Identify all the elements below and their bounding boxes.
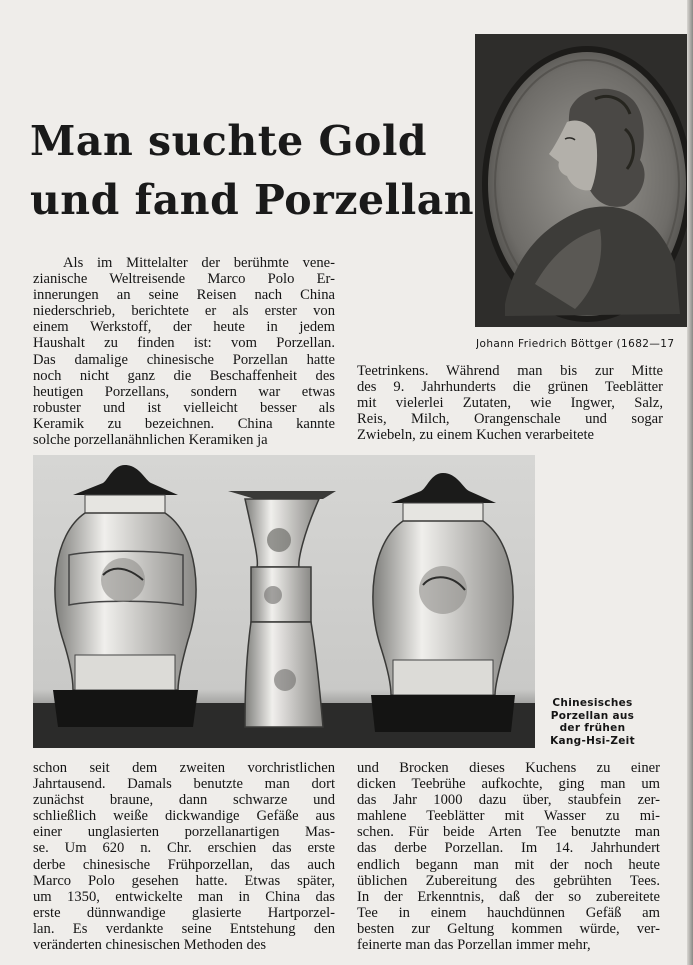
text-line: niederschrieb, berichtete er als erster von [33, 303, 335, 320]
text-line: mahlene Teeblätter mit Wasser zu mi- [357, 808, 660, 825]
text-line: heutigen Porzellans, sondern war etwas [33, 383, 335, 400]
text-line: zianische Weltreisende Marco Polo Er- [33, 271, 335, 288]
text-column-3 [33, 760, 335, 953]
text-line: solche porzellanähnlichen Keramiken ja [33, 432, 268, 449]
text-line: veränderten chinesischen Methoden des [33, 937, 267, 954]
headline-line-1: Man suchte Gold [30, 117, 428, 165]
text-line: und Brocken dieses Kuchens zu einer [357, 760, 660, 776]
text-line: Das damalige chinesische Porzellan hatte [33, 351, 335, 368]
text-line: noch nicht ganz die Beschaffenheit des [33, 367, 335, 384]
text-line: se. Um 620 n. Chr. erschien das erste [33, 840, 335, 857]
text-line: einem Werkstoff, der heute in jedem [33, 319, 335, 336]
page-edge-shadow [687, 0, 693, 965]
text-line: Tee in einem hauchdünnen Gefäß am [357, 904, 660, 921]
text-column-2 [357, 363, 663, 443]
text-line: das Jahr 1000 dazu über, staubfein zer- [357, 792, 660, 809]
vases-caption-line-4: Kang-Hsi-Zeit [550, 734, 635, 747]
vases-caption [540, 697, 645, 747]
text-line: besten zur Geltung kommen würde, ver- [357, 920, 660, 937]
text-line: schließlich weiße dickwandige Gefäße aus [33, 808, 335, 825]
text-line: mit vielerlei Zutaten, wie Ingwer, Salz, [357, 395, 663, 412]
text-line: zunächst braune, dann schwarze und [33, 792, 335, 809]
text-line: endlich begann man mit der noch heute [357, 856, 660, 873]
vases-caption-line-2: Porzellan aus [550, 709, 635, 722]
text-line: üblichen Zubereitung des gebrühten Tees. [357, 872, 660, 889]
text-line: In der Erkenntnis, daß der so zubereitete [357, 888, 660, 905]
text-line: Marco Polo gesehen hatte. Etwas später, [33, 872, 335, 889]
text-line: feinerte man das Porzellan immer mehr, [357, 937, 591, 954]
text-line: Als im Mittelalter der berühmte vene- [63, 255, 335, 271]
text-line: Jahrtausend. Damals benutzte man dort [33, 776, 335, 793]
text-line: das derbe Porzellan. Im 14. Jahrhundert [357, 840, 660, 857]
text-line: erste dünnwandige glasierte Hartporzel- [33, 904, 335, 921]
text-line: Zwiebeln, zu einem Kuchen verarbeitete [357, 427, 595, 444]
text-column-4 [357, 760, 660, 953]
text-line: robuster und ist vielleicht besser als [33, 399, 335, 416]
text-line: lan. Es verdankte seine Entstehung den [33, 920, 335, 937]
text-line: derbe chinesische Frühporzellan, das auch [33, 856, 335, 873]
text-line: schon seit dem zweiten vorchristlichen [33, 760, 335, 776]
text-line: des 9. Jahrhunderts die grünen Teeblätter [357, 379, 663, 396]
text-column-1 [33, 255, 335, 448]
vases-photograph [33, 455, 535, 748]
text-line: Reis, Milch, Orangenschale und sogar [357, 411, 663, 428]
headline-line-2: und fand Porzellan [30, 176, 475, 224]
vases-caption-line-3: der frühen [559, 722, 626, 734]
text-line: Haushalt zu finden ist: vom Porzellan. [33, 335, 335, 352]
text-line: innerungen an seine Reisen nach China [33, 287, 335, 304]
headline [30, 112, 475, 230]
portrait-engraving [475, 34, 693, 327]
text-line: dicken Teebrühe aufkochte, ging man um [357, 776, 660, 793]
text-line: Teetrinkens. Während man bis zur Mitte [357, 363, 663, 379]
text-line: um 1350, entwickelte man in China das [33, 888, 335, 905]
text-line: Keramik zu bezeichnen. China kannte [33, 415, 335, 432]
text-line: schen. Für beide Arten Tee benutzte man [357, 824, 660, 841]
text-line: einer unglasierten porzellanartigen Mas- [33, 824, 335, 841]
vases-caption-line-1: Chinesisches [552, 697, 633, 709]
portrait-caption: Johann Friedrich Böttger (1682—17 [476, 338, 675, 350]
